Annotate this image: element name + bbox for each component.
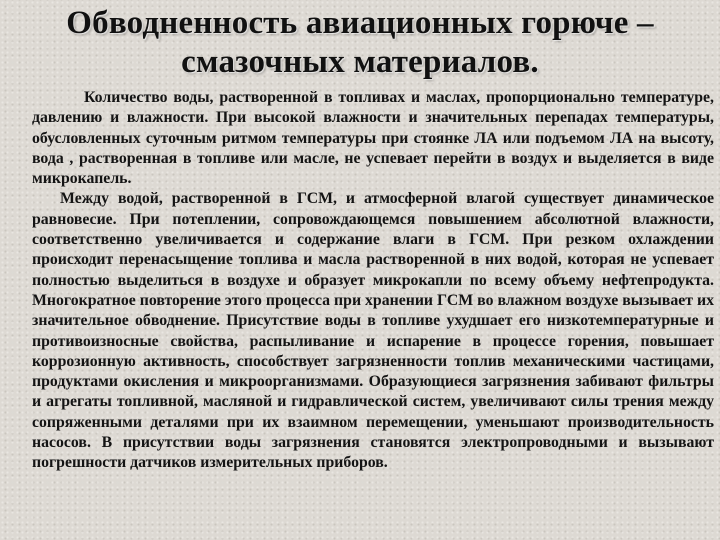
paragraph-water-content: Количество воды, растворенной в топливах и маслах, пропорционально температуре, давлению и влажности. При высокой влажности и значительных перепадах температуры, обусловленных суточным ритмом температуры при стоянке ЛА или подъемом ЛА на высоту, вода , растворенная в топливе или масле, не успевает перейти в воздух и выделяется в виде микрокапель.: [32, 89, 714, 188]
paragraph-equilibrium: Между водой, растворенной в ГСМ, и атмосферной влагой существует динамическое равновесие. При потеплении, сопровождающемся повышением абсолютной влажности, соответственно увеличивается и содержание влаги в ГСМ. При резком охлаждении происходит перенасыщение топлива и масла растворенной в них водой, которая не успевает полностью выделиться в воздухе и образует микрокапли по всему объему нефтепродукта. Многократное повторение этого процесса при хранении ГСМ во влажном воздухе вызывает их значительное обводнение. Присутствие воды в топливе ухудшает его низкотемпературные и противоизносные свойства, распыливание и испарение в процессе горения, повышает коррозионную активность, способствует загрязненности топлив механическими частицами, продуктами окисления и микроорганизмами. Образующиеся загрязнения забивают фильтры и агрегаты топливной, масляной и гидравлической систем, увеличивают силы трения между сопряженными деталями при их взаимном перемещении, уменьшают производительность насосов. В присутствии воды загрязнения становятся электропроводными и вызывают погрешности датчиков измерительных приборов.: [32, 190, 714, 472]
slide-body: [32, 88, 714, 518]
title-line-1: Обводненность авиационных горюче –: [66, 5, 654, 41]
slide-title: [20, 4, 700, 82]
title-line-2: смазочных материалов.: [181, 44, 539, 80]
